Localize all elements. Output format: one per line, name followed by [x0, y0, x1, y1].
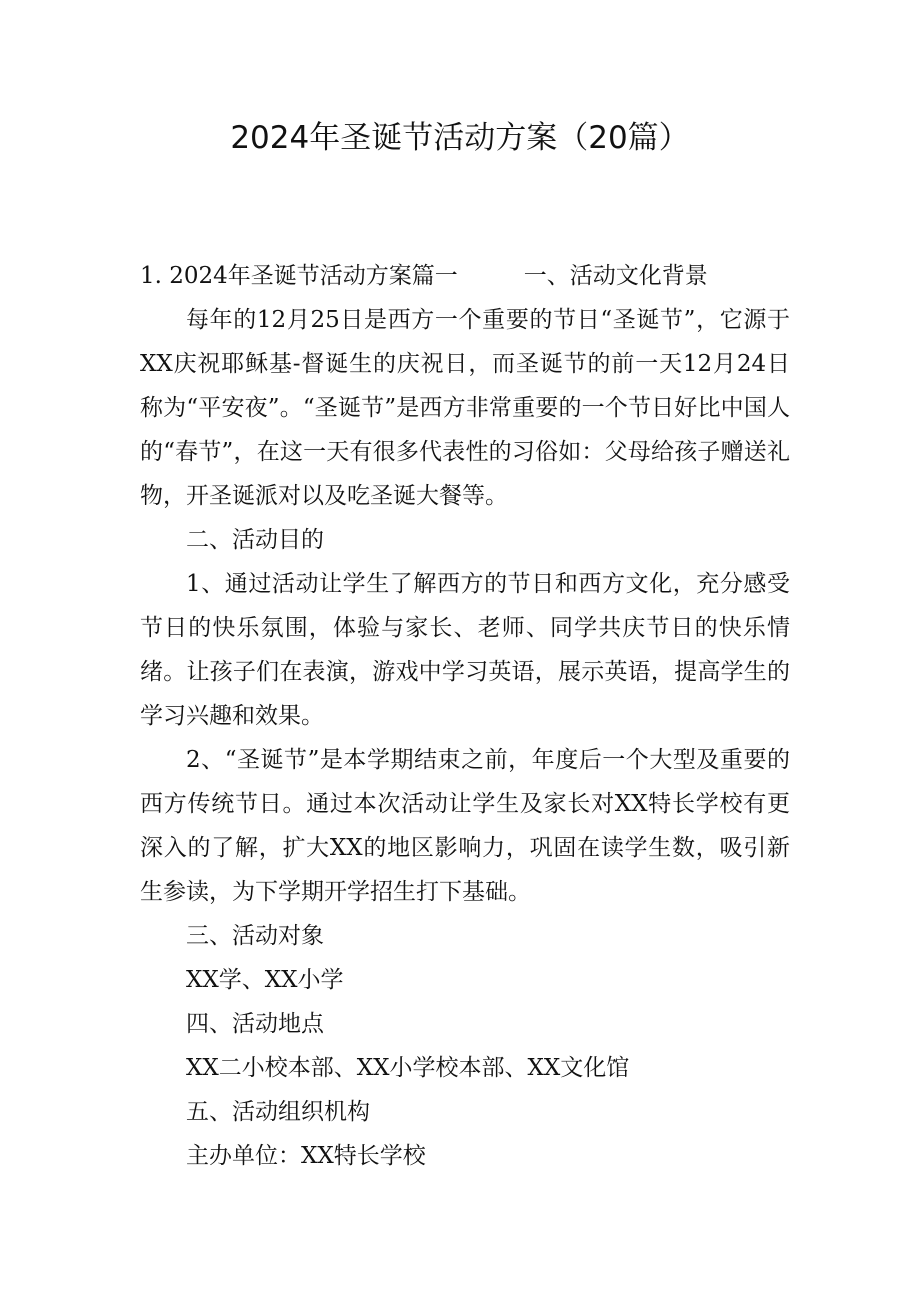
section-heading-background: 一、活动文化背景 [523, 263, 708, 289]
paragraph-background: 每年的12月25日是西方一个重要的节日“圣诞节”，它源于XX庆祝耶稣基-督诞生的庆祝日，而圣诞节的前一天12月24日称为“平安夜”。“圣诞节”是西方非常重要的一个节日好比中国人的“春节”，在这一天有很多代表性的习俗如：父母给孩子赠送礼物，开圣诞派对以及吃圣诞大餐等。 [140, 307, 790, 509]
document-body [140, 254, 790, 1178]
section-heading-location: 四、活动地点 [186, 1011, 324, 1037]
section-heading-target: 三、活动对象 [186, 923, 324, 949]
chapter-heading: 1. 2024年圣诞节活动方案篇一 [140, 263, 458, 289]
section-heading-purpose: 二、活动目的 [186, 527, 324, 553]
chapter-heading-line [140, 254, 790, 298]
section-heading-organization: 五、活动组织机构 [186, 1099, 370, 1125]
paragraph-purpose-2: 2、“圣诞节”是本学期结束之前，年度后一个大型及重要的西方传统节日。通过本次活动让学生及家长对XX特长学校有更深入的了解，扩大XX的地区影响力，巩固在读学生数，吸引新生参读，为下学期开学招生打下基础。 [140, 747, 790, 905]
document-title: 2024年圣诞节活动方案（20篇） [230, 120, 690, 156]
paragraph-target: XX学、XX小学 [186, 967, 344, 993]
paragraph-purpose-1: 1、通过活动让学生了解西方的节日和西方文化，充分感受节日的快乐氛围，体验与家长、老师、同学共庆节日的快乐情绪。让孩子们在表演，游戏中学习英语，展示英语，提高学生的学习兴趣和效果。 [140, 571, 790, 729]
heading-gap [458, 254, 524, 298]
paragraph-location: XX二小校本部、XX小学校本部、XX文化馆 [186, 1055, 630, 1081]
paragraph-organizer: 主办单位：XX特长学校 [186, 1143, 426, 1169]
